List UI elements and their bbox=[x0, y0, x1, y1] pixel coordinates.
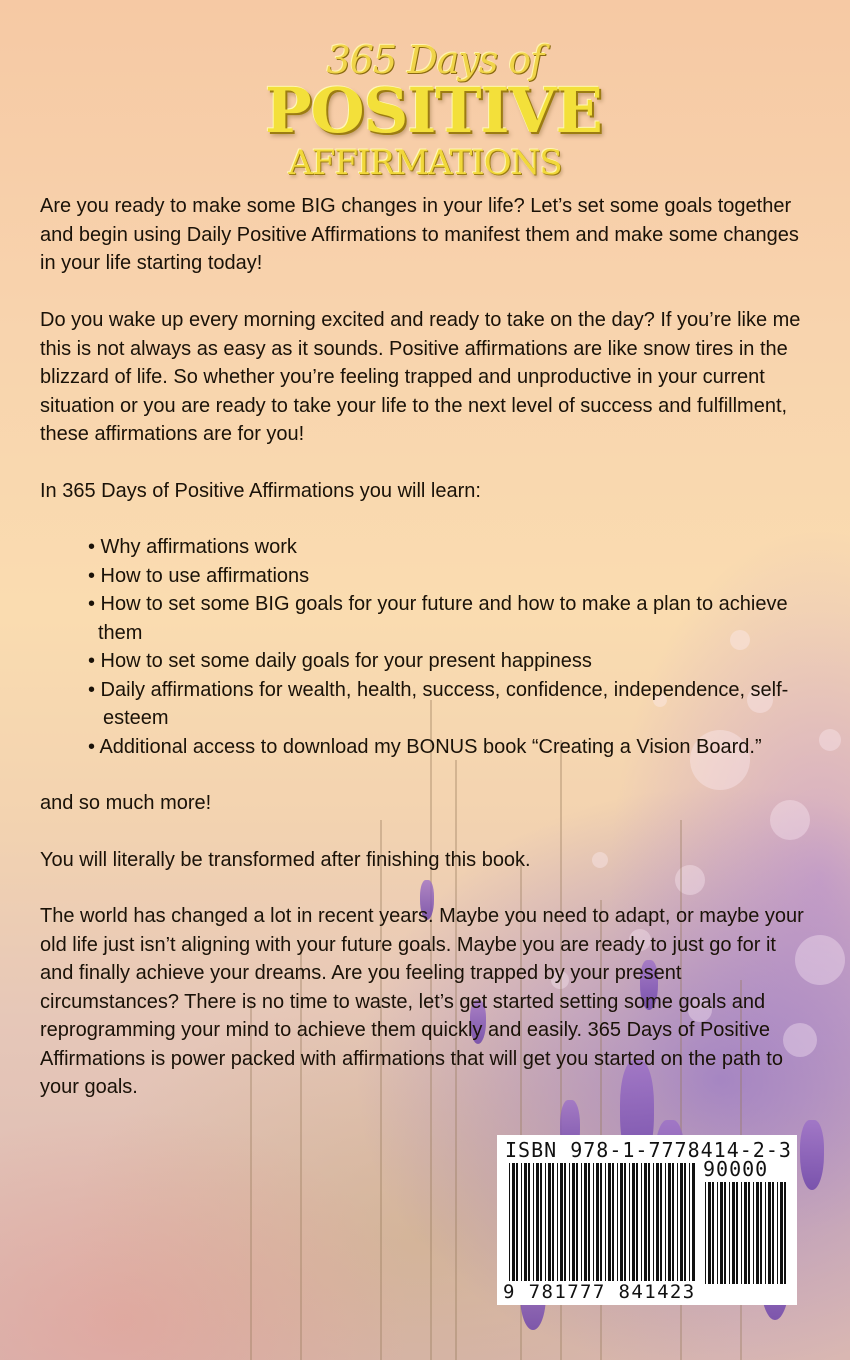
barcode-bar bbox=[760, 1182, 762, 1284]
barcode-bar bbox=[536, 1163, 539, 1281]
barcode-bar bbox=[644, 1163, 647, 1281]
barcode-bar bbox=[524, 1163, 527, 1281]
price-code: 90000 bbox=[703, 1157, 769, 1181]
list-item: • Additional access to download my BONUS book “Creating a Vision Board.” bbox=[88, 735, 762, 758]
barcode-bar bbox=[684, 1163, 686, 1281]
barcode-addon-bars bbox=[705, 1182, 789, 1284]
barcode-bar bbox=[765, 1182, 766, 1284]
barcode-bar bbox=[528, 1163, 530, 1281]
barcode-bar bbox=[641, 1163, 642, 1281]
bokeh-light bbox=[819, 729, 841, 751]
barcode-bar bbox=[632, 1163, 635, 1281]
barcode-bar bbox=[548, 1163, 551, 1281]
list-item: • How to set some BIG goals for your future and how to make a plan to achieve them bbox=[88, 593, 788, 644]
barcode-bar bbox=[629, 1163, 630, 1281]
barcode-bar bbox=[660, 1163, 662, 1281]
barcode-bar bbox=[777, 1182, 778, 1284]
barcode-bar bbox=[620, 1163, 623, 1281]
barcode-bar bbox=[748, 1182, 750, 1284]
barcode-bar bbox=[636, 1163, 638, 1281]
barcode-bar bbox=[720, 1182, 723, 1284]
list-item: • How to use affirmations bbox=[88, 564, 310, 587]
list-item: • Why affirmations work bbox=[88, 536, 297, 558]
barcode-bar bbox=[729, 1182, 730, 1284]
barcode-bar bbox=[593, 1163, 594, 1281]
barcode-bar bbox=[540, 1163, 542, 1281]
barcode-bar bbox=[533, 1163, 534, 1281]
barcode-bar bbox=[784, 1182, 786, 1284]
barcode-bar bbox=[736, 1182, 738, 1284]
barcode-bar bbox=[608, 1163, 611, 1281]
transformed-line: You will literally be transformed after finishing this book. bbox=[40, 849, 531, 871]
barcode-bar bbox=[677, 1163, 678, 1281]
barcode-bar bbox=[596, 1163, 599, 1281]
title-line-top: 365 Days of bbox=[326, 38, 544, 82]
barcode-bar bbox=[564, 1163, 566, 1281]
barcode-bar bbox=[600, 1163, 602, 1281]
barcode-bar bbox=[560, 1163, 563, 1281]
barcode-bar bbox=[705, 1182, 706, 1284]
list-item: • Daily affirmations for wealth, health, success, confidence, independence, self-esteem bbox=[88, 678, 789, 729]
barcode-bar bbox=[584, 1163, 587, 1281]
barcode-bar bbox=[732, 1182, 735, 1284]
barcode-bar bbox=[512, 1163, 515, 1281]
barcode-bar bbox=[617, 1163, 618, 1281]
barcode-bar bbox=[717, 1182, 718, 1284]
barcode-bar bbox=[680, 1163, 683, 1281]
learn-intro: In 365 Days of Positive Affirmations you will learn: bbox=[40, 480, 481, 502]
barcode-bar bbox=[605, 1163, 606, 1281]
barcode-bars bbox=[509, 1163, 695, 1293]
barcode-bar bbox=[552, 1163, 554, 1281]
barcode-bar bbox=[712, 1182, 714, 1284]
learning-list bbox=[88, 533, 808, 761]
barcode-bar bbox=[665, 1163, 666, 1281]
description-paragraph: Do you wake up every morning excited and ready to take on the day? If you’re like me this is not always as easy as it sounds. Positive affirmations are like snow tires in the blizzard of life. So whether you’re feeling trapped and unproductive in your current situation or you are ready to take your life to the next level of success and fulfillment, these affirmations are for you! bbox=[40, 309, 801, 445]
closing-paragraph: The world has changed a lot in recent years. Maybe you need to adapt, or maybe your old life just isn’t aligning with your future goals. Maybe you are ready to just go for it and finally achieve your dreams. Are you feeling trapped by your present circumstances? There is no time to waste, let’s get started setting some goals and reprogramming your mind to achieve them quickly and easily. 365 Days of Positive Affirmations is power packed with affirmations that will get you started on the path to your goals. bbox=[40, 905, 804, 1098]
barcode-bar bbox=[753, 1182, 754, 1284]
barcode-bar bbox=[672, 1163, 674, 1281]
barcode-bar bbox=[576, 1163, 578, 1281]
barcode-bar bbox=[780, 1182, 783, 1284]
barcode-bar bbox=[741, 1182, 742, 1284]
barcode-bar bbox=[557, 1163, 558, 1281]
isbn-label: ISBN 978-1-7778414-2-3 bbox=[505, 1138, 792, 1162]
title-line-main: POSITIVE bbox=[265, 74, 602, 147]
barcode-bar bbox=[545, 1163, 546, 1281]
barcode-bar bbox=[692, 1163, 695, 1281]
barcode-bar bbox=[588, 1163, 590, 1281]
list-item: • How to set some daily goals for your present happiness bbox=[88, 650, 592, 672]
barcode-bar bbox=[509, 1163, 510, 1281]
barcode-bar bbox=[624, 1163, 626, 1281]
barcode-bar bbox=[724, 1182, 726, 1284]
barcode-bar bbox=[581, 1163, 582, 1281]
barcode-bar bbox=[744, 1182, 747, 1284]
more-line: and so much more! bbox=[40, 792, 212, 814]
barcode-bar bbox=[569, 1163, 570, 1281]
isbn-barcode bbox=[497, 1135, 797, 1305]
barcode-bar bbox=[689, 1163, 690, 1281]
title-line-sub: AFFIRMATIONS bbox=[288, 143, 562, 183]
barcode-bar bbox=[668, 1163, 671, 1281]
barcode-bar bbox=[768, 1182, 771, 1284]
barcode-bar bbox=[772, 1182, 774, 1284]
barcode-bar bbox=[516, 1163, 518, 1281]
barcode-bar bbox=[653, 1163, 654, 1281]
lavender-flower bbox=[800, 1120, 824, 1190]
barcode-number: 9 781777 841423 bbox=[503, 1281, 696, 1303]
barcode-bar bbox=[708, 1182, 711, 1284]
barcode-bar bbox=[656, 1163, 659, 1281]
barcode-bar bbox=[521, 1163, 522, 1281]
barcode-bar bbox=[612, 1163, 614, 1281]
barcode-bar bbox=[756, 1182, 759, 1284]
intro-paragraph: Are you ready to make some BIG changes in your life? Let’s set some goals together and begin using Daily Positive Affirmations to manifest them and make some changes in your life starting today! bbox=[40, 195, 799, 274]
barcode-bar bbox=[648, 1163, 650, 1281]
barcode-bar bbox=[572, 1163, 575, 1281]
